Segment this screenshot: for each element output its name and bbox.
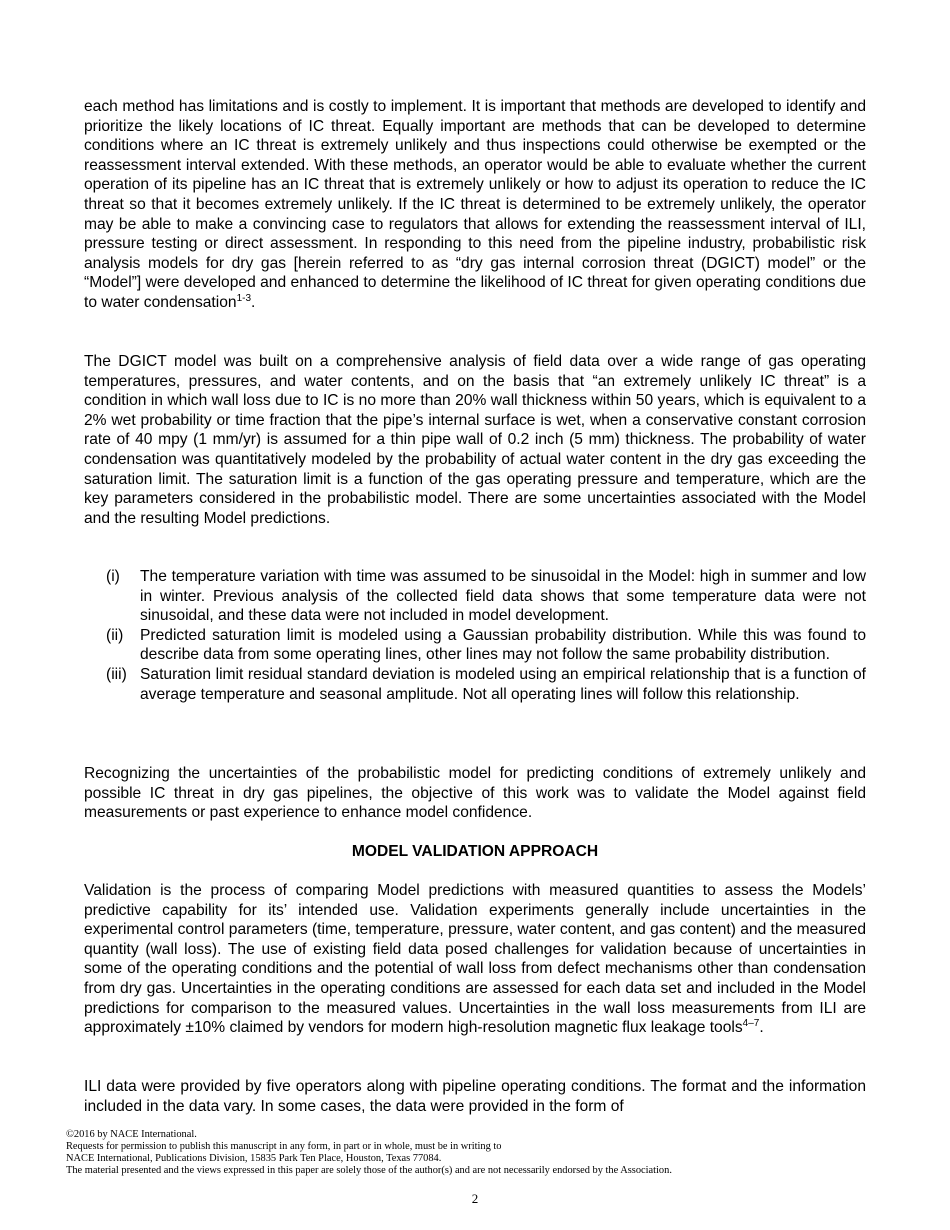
paragraph-intro-text: each method has limitations and is costly to implement. It is important that methods are developed to identify and prioritize the likely locations of IC threat. Equally important are methods that can be developed to determine conditions where an IC threat is extremely unlikely and thus inspections could otherwise be exempted or the reassessment interval extended. With these methods, an operator would be able to evaluate whether the current operation of its pipeline has an IC threat that is extremely unlikely or how to adjust its operation to reduce the IC threat so that it becomes extremely unlikely. If the IC threat is determined to be extremely unlikely, the operator may be able to make a convincing case to regulators that allows for extending the reassessment interval of ILI, pressure testing or direct assessment. In responding to this need from the pipeline industry, probabilistic risk analysis models for dry gas [herein referred to as “dry gas internal corrosion threat (DGICT) model” or the “Model”] were developed and enhanced to determine the likelihood of IC threat for given operating conditions due to water condensation (84, 98, 866, 311)
list-item-number: (i) (106, 568, 120, 585)
list-item-text: Predicted saturation limit is modeled using a Gaussian probability distribution. While this was found to describe data from some operating lines, other lines may not follow the same probability distribution. (140, 626, 866, 664)
footer-disclaimer: The material presented and the views expressed in this paper are solely those of the author(s) and are not necessarily endorsed by the Association. (66, 1165, 672, 1176)
page-number: 2 (471, 1191, 479, 1206)
footer-address: NACE International, Publications Division, 15835 Park Ten Place, Houston, Texas 77084. (66, 1153, 442, 1164)
list-item-text: The temperature variation with time was assumed to be sinusoidal in the Model: high in summer and low in winter. Previous analysis of the collected field data shows that some temperature data were not sinusoidal, and these data were not included in model development. (140, 568, 866, 625)
list-item-text: Saturation limit residual standard deviation is modeled using an empirical relationship that is a function of average temperature and seasonal amplitude. Not all operating lines will follow this relationship. (140, 665, 866, 703)
list-item (106, 665, 866, 704)
paragraph-dgict-model: The DGICT model was built on a comprehensive analysis of field data over a wide range of gas operating temperatures, pressures, and water contents, and on the basis that “an extremely unlikely IC threat” is a condition in which wall loss due to IC is no more than 20% wall thickness within 50 years, which is equivalent to a 2% wet probability or time fraction that the pipe’s internal surface is wet, when a conservative constant corrosion rate of 40 mpy (1 mm/yr) is assumed for a thin pipe wall of 0.2 inch (5 mm) thickness. The probability of water condensation was quantitatively modeled by the probability of actual water content in the dry gas exceeding the saturation limit. The saturation limit is a function of the gas operating pressure and temperature, which are the key parameters considered in the probabilistic model. There are some uncertainties associated with the Model and the resulting Model predictions. (84, 353, 866, 527)
list-item (106, 626, 866, 665)
uncertainty-list (106, 567, 866, 704)
footer-permission: Requests for permission to publish this manuscript in any form, in part or in whole, must be in writing to (66, 1141, 502, 1152)
footer-copyright: ©2016 by NACE International. (66, 1129, 197, 1140)
paragraph-objective: Recognizing the uncertainties of the probabilistic model for predicting conditions of extremely unlikely and possible IC threat in dry gas pipelines, the objective of this work was to validate the Model against field measurements or past experience to enhance model confidence. (84, 765, 866, 822)
paragraph-ili-data: ILI data were provided by five operators along with pipeline operating conditions. The format and the information included in the data vary. In some cases, the data were provided in the form of (84, 1078, 866, 1115)
paragraph-validation-text: Validation is the process of comparing Model predictions with measured quantities to assess the Models’ predictive capability for its’ intended use. Validation experiments generally include uncertainties in the experimental control parameters (time, temperature, pressure, water content, and gas content) and the measured quantity (wall loss). The use of existing field data posed challenges for validation because of uncertainties in some of the operating conditions and the potential of wall loss from defect mechanisms other than condensation from dry gas. Uncertainties in the operating conditions are assessed for each data set and included in the Model predictions for comparison to the measured values. Uncertainties in the wall loss measurements from ILI are approximately ±10% claimed by vendors for modern high-resolution magnetic flux leakage tools (84, 882, 866, 1037)
paragraph-validation: Validation is the process of comparing Model predictions with measured quantities to assess the Models’ predictive capability for its’ intended use. Validation experiments generally include uncertainties in the experimental control parameters (time, temperature, pressure, water content, and gas content) and the measured quantity (wall loss). The use of existing field data posed challenges for validation because of uncertainties in some of the operating conditions and the potential of wall loss from defect mechanisms other than condensation from dry gas. Uncertainties in the operating conditions are assessed for each data set and included in the Model predictions for comparison to the measured values. Uncertainties in the wall loss measurements from ILI are approximately ±10% claimed by vendors for modern high-resolution magnetic flux leakage tools$^{4-7}$. (84, 882, 866, 1037)
citation-ref: 4–7 (742, 1017, 760, 1029)
section-heading: MODEL VALIDATION APPROACH (351, 843, 599, 860)
citation-ref: 1-3 (236, 292, 252, 304)
list-item-number: (ii) (106, 626, 124, 644)
paragraph-intro: each method has limitations and is costly to implement. It is important that methods are developed to identify and prioritize the likely locations of IC threat. Equally important are methods that can be developed to determine conditions where an IC threat is extremely unlikely and thus inspections could otherwise be exempted or the reassessment interval extended. With these methods, an operator would be able to evaluate whether the current operation of its pipeline has an IC threat that is extremely unlikely or how to adjust its operation to reduce the IC threat so that it becomes extremely unlikely. If the IC threat is determined to be extremely unlikely, the operator may be able to make a convincing case to regulators that allows for extending the reassessment interval of ILI, pressure testing or direct assessment. In responding to this need from the pipeline industry, probabilistic risk analysis models for dry gas [herein referred to as “dry gas internal corrosion threat (DGICT) model” or the “Model”] were developed and enhanced to determine the likelihood of IC threat for given operating conditions due to water condensation$^{1-3}$. (84, 98, 866, 311)
page-footer (66, 1129, 886, 1177)
list-item-number: (iii) (106, 665, 127, 683)
list-item (106, 567, 866, 626)
